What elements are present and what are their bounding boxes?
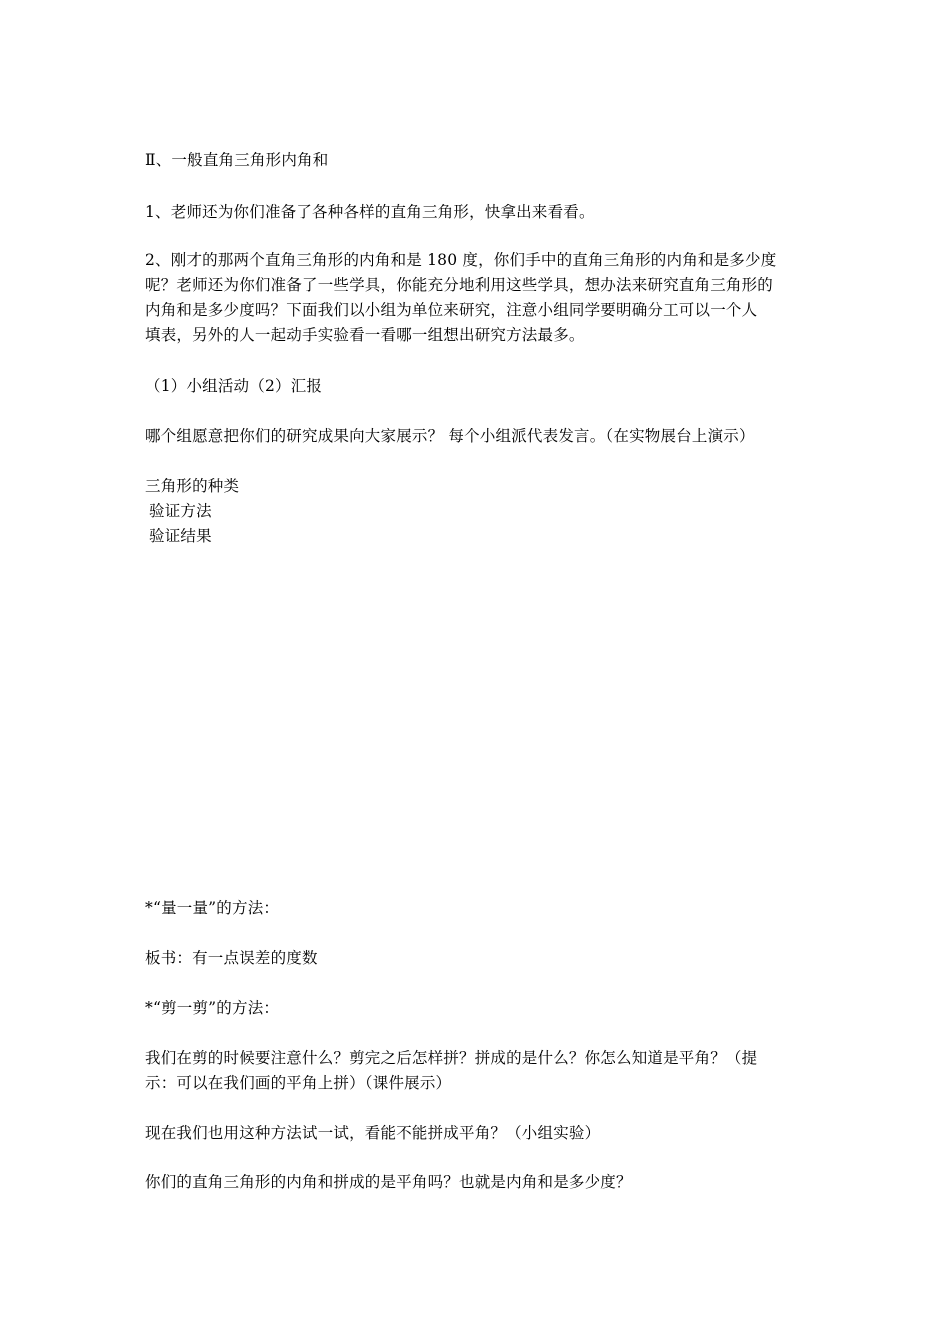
paragraph-activity: （1）小组活动（2）汇报 [145,377,323,395]
table-label-result: 验证结果 [149,527,212,545]
paragraph-cut-questions-line-1: 我们在剪的时候要注意什么？剪完之后怎样拼？拼成的是什么？你怎么知道是平角？（提 [145,1049,758,1067]
paragraph-2 [145,248,810,348]
paragraph-cut-questions-line-2: 示：可以在我们画的平角上拼）（课件展示） [145,1074,452,1092]
paragraph-cut-questions [145,1046,810,1096]
paragraph-try: 现在我们也用这种方法试一试，看能不能拼成平角？（小组实验） [145,1124,601,1142]
table-label-triangle-type: 三角形的种类 [145,477,240,495]
paragraph-2-line-2: 呢？老师还为你们准备了一些学具，你能充分地利用这些学具，想办法来研究直角三角形的 [145,276,774,294]
paragraph-2-line-4: 填表，另外的人一起动手实验看一看哪一组想出研究方法最多。 [145,326,585,344]
paragraph-2-line-1: 2、刚才的那两个直角三角形的内角和是 180 度，你们手中的直角三角形的内角和是多少度 [145,251,777,269]
paragraph-cut-method: *“剪一剪”的方法： [145,999,280,1017]
paragraph-board-note: 板书：有一点误差的度数 [145,949,318,967]
paragraph-1: 1、老师还为你们准备了各种各样的直角三角形，快拿出来看看。 [145,203,595,221]
table-labels [145,474,810,549]
paragraph-measure-method: *“量一量”的方法： [145,899,280,917]
paragraph-2-line-3: 内角和是多少度吗？下面我们以小组为单位来研究，注意小组同学要明确分工可以一个人 [145,301,758,319]
paragraph-question: 哪个组愿意把你们的研究成果向大家展示？ 每个小组派代表发言。（在实物展台上演示） [145,427,755,445]
paragraph-final-question: 你们的直角三角形的内角和拼成的是平角吗？也就是内角和是多少度？ [145,1173,632,1191]
section-heading: Ⅱ、一般直角三角形内角和 [145,151,329,169]
table-label-method: 验证方法 [149,502,212,520]
